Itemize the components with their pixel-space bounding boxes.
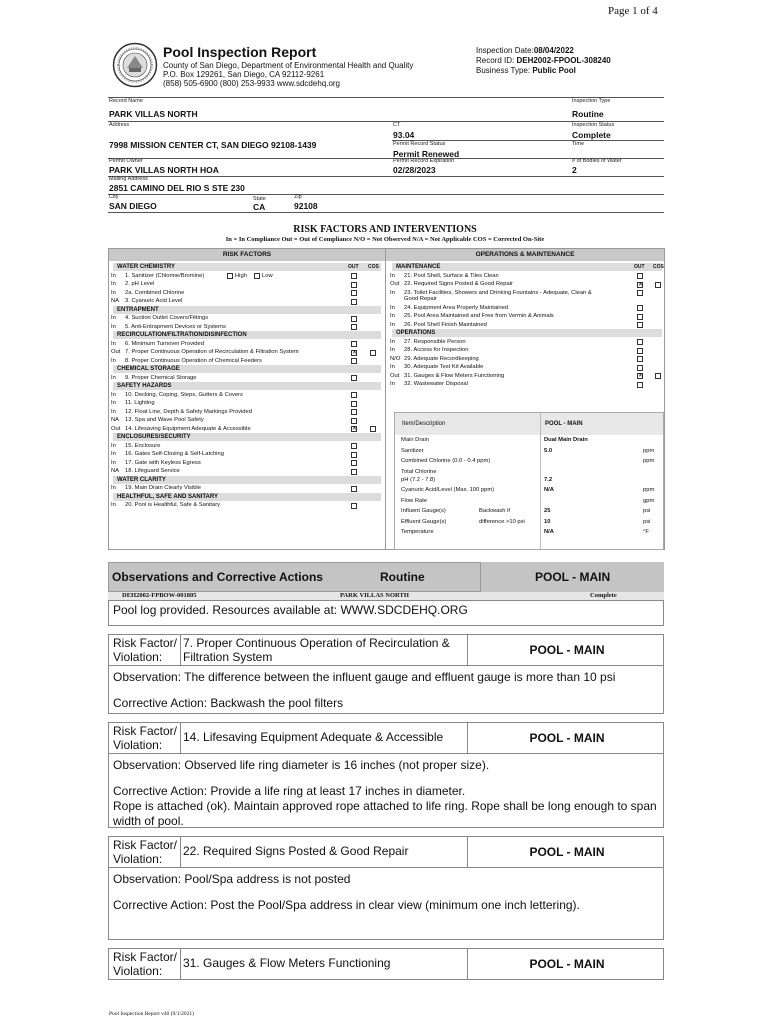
- violation-pool: POOL - MAIN: [529, 643, 605, 657]
- risk-item-row: [111, 323, 379, 332]
- item-label: 9. Proper Chemical Storage: [125, 374, 197, 381]
- violation-title: 14. Lifesaving Equipment Adequate & Accessible: [183, 730, 444, 744]
- risk-item-row: [111, 348, 379, 357]
- item-status: In: [111, 315, 116, 321]
- divider: [467, 634, 468, 666]
- item-status: In: [390, 381, 395, 387]
- out-checkbox[interactable]: [351, 358, 357, 364]
- violation-title: 22. Required Signs Posted & Good Repair: [183, 844, 409, 858]
- page-number: Page 1 of 4: [608, 5, 658, 17]
- risk-item-row: [390, 304, 660, 313]
- observations-title: Observations and Corrective Actions: [112, 570, 323, 584]
- out-checkbox[interactable]: [351, 409, 357, 415]
- department-info: County of San Diego, Department of Environmental Health and Quality P.O. Box 129261, San Diego, CA 92112-9261 (858) 505-6900 (800) 253-9933 www.sdcdehq.org: [163, 61, 414, 88]
- inspection-date: 08/04/2022: [533, 46, 574, 55]
- item-status: In: [111, 281, 116, 287]
- item-label: 24. Equipment Area Properly Maintained: [404, 304, 509, 311]
- low-checkbox[interactable]: [254, 273, 260, 279]
- permit-status: Permit Renewed: [393, 149, 460, 159]
- inspection-type-label: Inspection Type: [572, 98, 611, 104]
- equipment-row: [401, 497, 663, 506]
- out-checkbox[interactable]: [637, 348, 643, 354]
- out-checkbox[interactable]: ✕: [638, 281, 644, 288]
- risk-item-row: [111, 408, 379, 417]
- equipment-item: Combined Chlorine (0.0 - 0.4 ppm): [401, 458, 491, 464]
- item-label: 7. Proper Continuous Operation of Recirculation & Filtration System: [125, 349, 299, 355]
- cos-checkbox[interactable]: [655, 282, 661, 288]
- item-label: 27. Responsible Person: [404, 338, 466, 345]
- out-checkbox[interactable]: [351, 486, 357, 492]
- equipment-unit: gpm: [643, 497, 655, 504]
- observations-type: Routine: [380, 570, 425, 584]
- out-checkbox[interactable]: [351, 418, 357, 424]
- out-checkbox[interactable]: ✕: [352, 426, 358, 432]
- observations-pool: POOL - MAIN: [535, 570, 611, 584]
- permit-expiration-label: Permit Record Expiration: [393, 158, 455, 164]
- corrective-action-text: Corrective Action: Post the Pool/Spa address in clear view (minimum one inch lettering).: [113, 898, 580, 912]
- inspection-status: Complete: [572, 130, 611, 140]
- time-label: Time: [572, 141, 585, 147]
- risk-item-row: [390, 272, 660, 281]
- violation-pool: POOL - MAIN: [529, 957, 605, 971]
- item-label: 18. Lifeguard Service: [125, 468, 180, 474]
- equipment-value: Dual Main Drain: [544, 437, 588, 443]
- divider: [467, 948, 468, 980]
- record-id: DEH2002-FPOOL-308240: [516, 56, 611, 65]
- equipment-row: [401, 486, 663, 495]
- equipment-unit: ppm: [643, 447, 655, 454]
- city: SAN DIEGO: [109, 201, 157, 211]
- risk-item-row: [111, 399, 379, 408]
- col-out-label: OUT: [634, 264, 645, 270]
- item-status: Out: [111, 349, 121, 355]
- out-checkbox[interactable]: [637, 322, 643, 328]
- item-label: 28. Access for Inspection: [404, 347, 469, 353]
- risk-item-row: [111, 416, 379, 425]
- permit-expiration: 02/28/2023: [393, 165, 436, 175]
- out-checkbox[interactable]: [351, 324, 357, 330]
- risk-item-row: [390, 312, 660, 321]
- out-checkbox[interactable]: [351, 503, 357, 509]
- high-label: High: [235, 272, 247, 279]
- item-label: 1. Sanitizer (Chlorine/Bromine): [125, 272, 205, 279]
- equipment-value: N/A: [544, 529, 554, 535]
- col-out-label: OUT: [348, 264, 359, 270]
- item-status: Out: [390, 281, 400, 287]
- item-status: In: [111, 485, 116, 491]
- general-note: Pool log provided. Resources available at: WWW.SDCDEHQ.ORG: [113, 603, 468, 617]
- out-checkbox[interactable]: [637, 305, 643, 311]
- ct-label: CT: [393, 122, 401, 128]
- risk-item-row: [111, 467, 379, 476]
- col-cos-label: COS: [653, 264, 664, 270]
- risk-item-row: [111, 484, 379, 493]
- group-heading: OPERATIONS: [392, 329, 662, 337]
- form-footer: Pool Inspection Report v40 (9/1/2021): [109, 1011, 194, 1017]
- item-label: 14. Lifesaving Equipment Adequate & Accessible: [125, 425, 251, 432]
- pool-record-name: PARK VILLAS NORTH: [340, 592, 409, 599]
- item-status: NA: [111, 468, 120, 474]
- risk-factor-label: Risk Factor/ Violation:: [113, 838, 178, 866]
- out-checkbox[interactable]: [637, 273, 643, 279]
- state: CA: [253, 202, 266, 212]
- equipment-row: [401, 518, 663, 527]
- risk-item-row-cont: [390, 295, 660, 304]
- equipment-row: [401, 528, 663, 537]
- equipment-row: [401, 476, 663, 485]
- item-label: 13. Spa and Wave Pool Safety: [125, 417, 204, 423]
- record-name-label: Record Name: [109, 98, 143, 104]
- out-checkbox[interactable]: [637, 356, 643, 362]
- group-heading: MAINTENANCE OUT COS: [392, 263, 662, 271]
- risk-item-row: [390, 355, 660, 364]
- equipment-unit: ppm: [643, 487, 655, 493]
- item-label: 30. Adequate Test Kit Available: [404, 364, 484, 370]
- mailing-address: 2851 CAMINO DEL RIO S STE 230: [109, 183, 245, 193]
- out-checkbox[interactable]: [351, 443, 357, 449]
- equipment-value: 25: [544, 508, 551, 514]
- equipment-col-item: Item/Description: [402, 421, 446, 427]
- item-status: Out: [390, 372, 400, 379]
- pool-record-id: DEH2002-FPBOW-001805: [122, 592, 197, 599]
- divider: [180, 722, 181, 754]
- item-label: 11. Lighting: [125, 400, 155, 406]
- inspection-meta: Inspection Date:08/04/2022 Record ID: DEH2002-FPOOL-308240 Business Type: Public Pool: [476, 46, 611, 75]
- permit-owner: PARK VILLAS NORTH HOA: [109, 165, 219, 175]
- out-checkbox[interactable]: [351, 316, 357, 322]
- cos-checkbox[interactable]: [370, 426, 376, 432]
- equipment-value: N/A: [544, 487, 554, 493]
- risk-factor-label: Risk Factor/ Violation:: [113, 724, 178, 752]
- risk-factor-label: Risk Factor/ Violation:: [113, 950, 178, 978]
- item-label: 21. Pool Shell, Surface & Tiles Clean: [404, 272, 499, 279]
- item-label: 22. Required Signs Posted & Good Repair: [404, 281, 513, 287]
- out-checkbox[interactable]: [351, 299, 357, 305]
- item-status: In: [390, 272, 395, 279]
- address-label: Address: [109, 122, 130, 128]
- item-status: In: [111, 442, 116, 449]
- risk-item-row: [111, 289, 379, 298]
- out-checkbox[interactable]: [637, 382, 643, 388]
- risk-item-row: [111, 442, 379, 451]
- out-checkbox[interactable]: [351, 341, 357, 347]
- divider: [180, 948, 181, 980]
- item-label: 23. Toilet Facilities, Showers and Drinking Fountains - Adequate, Clean &: [404, 289, 592, 296]
- corrective-action-text: Corrective Action: Backwash the pool filters: [113, 696, 344, 710]
- item-label: 16. Gates Self-Closing & Self-Latching: [125, 451, 224, 457]
- group-heading: WATER CHEMISTRY OUT COS: [113, 263, 381, 271]
- item-status: NA: [111, 417, 120, 423]
- operations-header: OPERATIONS & MAINTENANCE: [386, 249, 664, 261]
- risk-item-row: [111, 459, 379, 468]
- equipment-col-pool: POOL - MAIN: [545, 421, 583, 427]
- item-status: In: [111, 374, 116, 381]
- item-status: N/O: [390, 355, 401, 362]
- equipment-unit: psi: [643, 508, 651, 514]
- item-status: In: [111, 289, 116, 296]
- inspection-status-label: Inspection Status: [572, 122, 615, 128]
- risk-legend: In = In Compliance Out = Out of Compliance N/O = Not Observed N/A = Not Applicable COS = Corrected On-Site: [225, 236, 545, 243]
- group-heading: ENCLOSURES/SECURITY: [113, 433, 381, 441]
- out-checkbox[interactable]: [351, 469, 357, 475]
- equipment-item: Temperature: [401, 529, 434, 535]
- out-checkbox[interactable]: [351, 392, 357, 398]
- item-status: In: [390, 289, 395, 296]
- out-checkbox[interactable]: ✕: [638, 373, 644, 379]
- equipment-row: [401, 447, 663, 456]
- low-label: Low: [262, 272, 273, 279]
- group-heading: WATER CLARITY: [113, 476, 381, 484]
- out-checkbox[interactable]: [351, 460, 357, 466]
- item-label: 2a. Combined Chlorine: [125, 289, 185, 296]
- item-status: In: [390, 338, 395, 345]
- risk-item-row: [111, 297, 379, 306]
- item-status: In: [111, 400, 116, 406]
- risk-factor-label: Risk Factor/ Violation:: [113, 636, 178, 664]
- inspection-type: Routine: [572, 109, 604, 119]
- risk-item-row: [111, 450, 379, 459]
- equipment-item: pH (7.2 - 7.8): [401, 476, 436, 483]
- item-label: 17. Gate with Keyless Egress: [125, 459, 201, 466]
- risk-item-row: [390, 372, 660, 381]
- cos-checkbox[interactable]: [370, 350, 376, 356]
- item-status: In: [111, 272, 116, 279]
- item-label: 8. Proper Continuous Operation of Chemical Feeders: [125, 357, 262, 364]
- risk-item-row: [390, 346, 660, 355]
- equipment-note: difference >10 psi: [479, 518, 525, 525]
- divider: [180, 836, 181, 868]
- item-status: In: [111, 391, 116, 398]
- out-checkbox[interactable]: [637, 339, 643, 345]
- item-status: In: [390, 304, 395, 311]
- city-label: City: [109, 194, 119, 200]
- item-status: In: [111, 451, 116, 457]
- risk-factors-header: RISK FACTORS: [109, 249, 385, 261]
- equipment-note: Backwash if: [479, 508, 510, 514]
- state-label: State: [253, 196, 266, 202]
- item-status: In: [111, 323, 116, 330]
- out-checkbox[interactable]: [351, 282, 357, 288]
- item-status: In: [111, 357, 116, 364]
- permit-owner-label: Permit Owner: [109, 158, 143, 164]
- equipment-value: 10: [544, 518, 551, 525]
- risk-item-row: [390, 280, 660, 289]
- item-status: Out: [111, 425, 121, 432]
- address: 7998 MISSION CENTER CT, SAN DIEGO 92108-1439: [109, 140, 317, 150]
- corrective-action-text: width of pool.: [113, 814, 184, 828]
- equipment-item: Influent Gauge(s): [401, 508, 446, 514]
- permit-status-label: Permit Record Status: [393, 141, 446, 147]
- item-label: 10. Decking, Coping, Steps, Gutters & Covers: [125, 391, 243, 398]
- item-label-cont: Good Repair: [404, 296, 437, 302]
- risk-item-row: [111, 280, 379, 289]
- item-status: NA: [111, 298, 120, 304]
- item-label: 19. Main Drain Clearly Visible: [125, 485, 201, 491]
- equipment-value: 5.0: [544, 447, 553, 454]
- equipment-item: Sanitizer: [401, 447, 424, 454]
- out-checkbox[interactable]: [351, 290, 357, 296]
- observation-text: Observation: Pool/Spa address is not posted: [113, 872, 351, 886]
- equipment-row: [401, 507, 663, 516]
- record-name: PARK VILLAS NORTH: [109, 109, 198, 119]
- item-label: 32. Wastewater Disposal: [404, 381, 468, 387]
- pool-record-status: Complete: [590, 592, 617, 599]
- out-checkbox[interactable]: [637, 314, 643, 320]
- item-status: In: [111, 459, 116, 466]
- group-heading: HEALTHFUL, SAFE AND SANITARY: [113, 493, 381, 501]
- item-label: 6. Minimum Turnover Provided: [125, 340, 204, 347]
- violation-pool: POOL - MAIN: [529, 731, 605, 745]
- risk-item-row: [390, 321, 660, 330]
- violation-title: 31. Gauges & Flow Meters Functioning: [183, 956, 391, 970]
- item-status: In: [390, 321, 395, 328]
- item-label: 12. Float Line, Depth & Safety Markings Provided: [125, 408, 252, 415]
- equipment-item: Flow Rate: [401, 497, 428, 504]
- group-heading: SAFETY HAZARDS: [113, 382, 381, 390]
- corrective-action-text: Rope is attached (ok). Maintain approved rope attached to life ring. Rope shall be long enough to span: [113, 799, 657, 813]
- equipment-item: Total Chlorine: [401, 468, 437, 475]
- item-label: 29. Adequate Recordkeeping: [404, 355, 479, 362]
- item-label: 25. Pool Area Maintained and Free from Vermin & Animals: [404, 313, 554, 319]
- divider: [180, 634, 181, 666]
- report-title: Pool Inspection Report: [163, 44, 317, 60]
- violation-title: 7. Proper Continuous Operation of Recirculation & Filtration System: [183, 636, 450, 664]
- equipment-item: Effluent Gauge(s): [401, 518, 447, 525]
- item-status: In: [111, 502, 116, 508]
- out-checkbox[interactable]: [351, 375, 357, 381]
- risk-item-row: [111, 501, 379, 510]
- risk-item-row: [390, 363, 660, 372]
- item-label: 20. Pool is Healthful, Safe & Sanitary: [125, 502, 221, 508]
- high-checkbox[interactable]: [227, 273, 233, 279]
- ct-value: 93.04: [393, 130, 415, 140]
- item-label: 5. Anti-Entrapment Devices or Systems: [125, 323, 226, 330]
- out-checkbox[interactable]: [637, 365, 643, 371]
- equipment-item: Cyanuric Acid/Level (Max. 100 ppm): [401, 487, 495, 493]
- risk-item-row: [111, 314, 379, 323]
- equipment-unit: °F: [643, 529, 649, 535]
- bodies-of-water: 2: [572, 165, 577, 175]
- mailing-address-label: Mailing Address: [109, 176, 148, 182]
- risk-item-row: [390, 380, 660, 389]
- group-heading: RECIRCULATION/FILTRATION/DISINFECTION: [113, 331, 381, 339]
- risk-section-title: RISK FACTORS AND INTERVENTIONS: [293, 224, 477, 235]
- col-cos-label: COS: [368, 264, 379, 270]
- observation-text: Observation: The difference between the influent gauge and effluent gauge is more than 10 psi: [113, 670, 616, 684]
- item-status: In: [390, 313, 395, 319]
- out-checkbox[interactable]: [351, 273, 357, 279]
- risk-item-row: [111, 425, 379, 434]
- equipment-item: Main Drain: [401, 437, 430, 443]
- group-heading: ENTRAPMENT: [113, 306, 381, 314]
- zip-label: Zip: [294, 194, 302, 200]
- out-checkbox[interactable]: ✕: [352, 349, 358, 356]
- risk-item-row: [111, 340, 379, 349]
- equipment-value: 7.2: [544, 476, 553, 483]
- risk-item-row: [111, 357, 379, 366]
- risk-item-row: [111, 272, 379, 281]
- county-seal-logo: [112, 42, 158, 88]
- equipment-unit: ppm: [643, 458, 655, 464]
- item-status: In: [390, 364, 395, 370]
- risk-item-row: [111, 391, 379, 400]
- zip: 92108: [294, 201, 318, 211]
- equipment-row: [401, 457, 663, 466]
- item-label: 4. Suction Outlet Covers/Fittings: [125, 315, 209, 321]
- item-label: 26. Pool Shell Finish Maintained: [404, 321, 487, 328]
- risk-item-row: [111, 374, 379, 383]
- observation-text: Observation: Observed life ring diameter is 16 inches (not proper size).: [113, 758, 490, 772]
- equipment-unit: psi: [643, 518, 651, 525]
- item-status: In: [111, 408, 116, 415]
- equipment-row: [401, 436, 663, 445]
- cos-checkbox[interactable]: [655, 373, 661, 379]
- bodies-of-water-label: # of Bodies of Water: [572, 158, 622, 164]
- item-label: 15. Enclosure: [125, 442, 161, 449]
- out-checkbox[interactable]: [351, 401, 357, 407]
- risk-item-row: [390, 338, 660, 347]
- group-heading: CHEMICAL STORAGE: [113, 365, 381, 373]
- item-status: In: [390, 347, 395, 353]
- violation-pool: POOL - MAIN: [529, 845, 605, 859]
- corrective-action-text: Corrective Action: Provide a life ring at least 17 inches in diameter.: [113, 784, 466, 798]
- divider: [467, 722, 468, 754]
- item-status: In: [111, 340, 116, 347]
- out-checkbox[interactable]: [351, 452, 357, 458]
- item-label: 2. pH Level: [125, 281, 155, 287]
- business-type: Public Pool: [532, 66, 576, 75]
- item-label: 3. Cyanuric Acid Level: [125, 298, 183, 304]
- divider: [467, 836, 468, 868]
- item-label: 31. Gauges & Flow Meters Functioning: [404, 372, 505, 379]
